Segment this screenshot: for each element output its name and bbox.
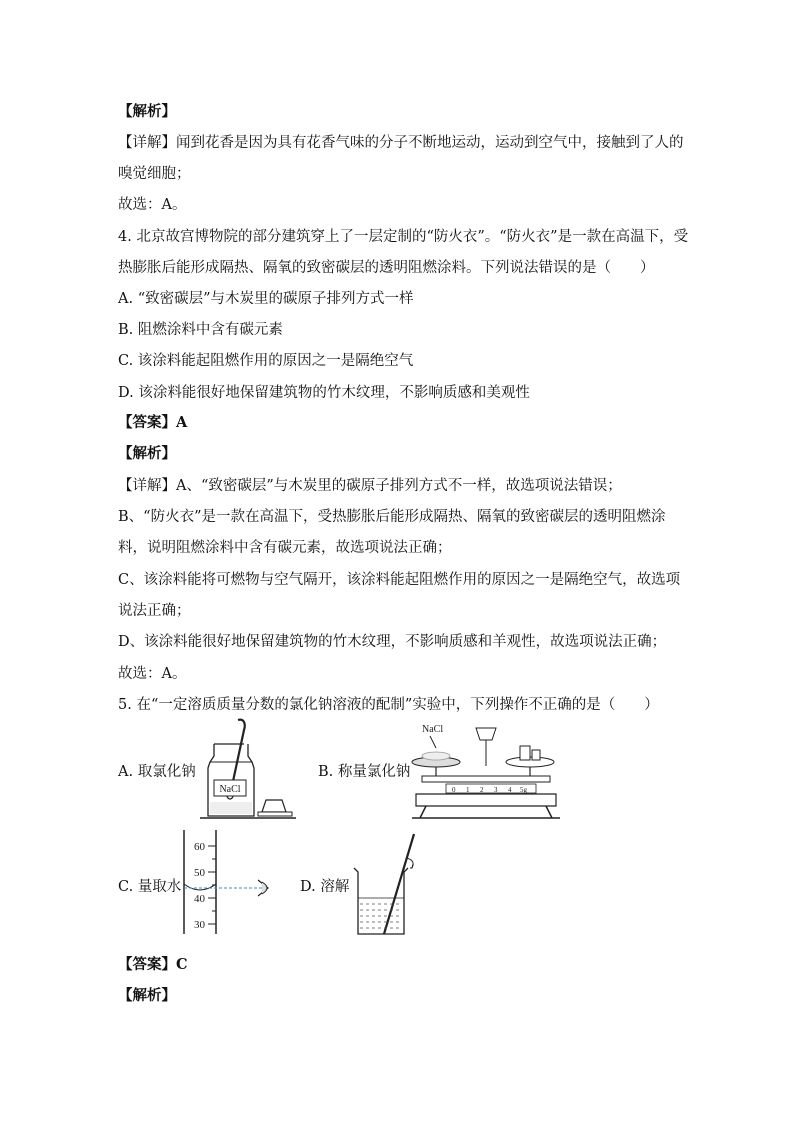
detail-line: C、该涂料能将可燃物与空气隔开，该涂料能起阻燃作用的原因之一是隔绝空气，故选项 <box>118 572 681 588</box>
choice-line: 故选：A。 <box>118 666 187 682</box>
question-4-line-1: 4. 北京故宫博物院的部分建筑穿上了一层定制的“防火衣”。“防火衣”是一款在高温下，受 <box>118 229 689 245</box>
analysis-heading: 【解析】 <box>118 103 176 120</box>
balance-scale-figure <box>406 718 566 824</box>
svg-text:4: 4 <box>508 786 512 794</box>
detail-line-1: 【详解】闻到花香是因为具有花香气味的分子不断地运动，运动到空气中，接触到了人的 <box>118 135 684 151</box>
detail-line: 说法正确； <box>118 603 191 619</box>
balance-label: NaCl <box>422 724 444 735</box>
svg-text:0: 0 <box>452 786 456 794</box>
option-b-label: B. 称量氯化钠 <box>318 764 411 780</box>
graduated-cylinder-figure <box>178 828 278 936</box>
option-d: D. 该涂料能很好地保留建筑物的竹木纹理，不影响质感和美观性 <box>118 385 530 401</box>
svg-text:40: 40 <box>194 893 205 905</box>
choice-line: 故选：A。 <box>118 197 187 213</box>
bottle-label: NaCl <box>219 784 241 795</box>
analysis-heading: 【解析】 <box>118 445 176 462</box>
detail-line: D、该涂料能很好地保留建筑物的竹木纹理，不影响质感和羊观性，故选项说法正确； <box>118 634 667 650</box>
answer-line: 【答案】C <box>118 956 188 973</box>
detail-line: 料，说明阻燃涂料中含有碳元素，故选项说法正确； <box>118 540 452 556</box>
detail-line: B、“防火衣”是一款在高温下，受热膨胀后能形成隔热、隔氧的致密碳层的透明阻燃涂 <box>118 509 666 525</box>
answer-line: 【答案】A <box>118 414 188 431</box>
option-a-label: A. 取氯化钠 <box>118 764 196 780</box>
svg-text:60: 60 <box>194 841 205 853</box>
spoon-icon <box>232 720 245 786</box>
glass-rod-icon <box>384 834 414 934</box>
svg-text:50: 50 <box>194 867 205 879</box>
beaker-dissolving-figure <box>350 830 430 938</box>
question-4-line-2: 热膨胀后能形成隔热、隔氧的致密碳层的透明阻燃涂料。下列说法错误的是（ ） <box>118 260 655 276</box>
option-d-label: D. 溶解 <box>300 879 350 895</box>
option-a: A. “致密碳层”与木炭里的碳原子排列方式一样 <box>118 291 414 307</box>
svg-text:2: 2 <box>480 786 484 794</box>
option-c-label: C. 量取水 <box>118 879 182 895</box>
detail-line-2: 嗅觉细胞； <box>118 166 191 182</box>
svg-text:1: 1 <box>466 786 470 794</box>
svg-text:3: 3 <box>494 786 498 794</box>
detail-line: 【详解】A、“致密碳层”与木炭里的碳原子排列方式不一样，故选项说法错误； <box>118 478 622 494</box>
option-c: C. 该涂料能起阻燃作用的原因之一是隔绝空气 <box>118 353 414 369</box>
question-5-line: 5. 在“一定溶质质量分数的氯化钠溶液的配制”实验中，下列操作不正确的是（ ） <box>118 697 659 713</box>
svg-text:30: 30 <box>194 919 205 931</box>
svg-text:5g: 5g <box>520 786 527 794</box>
option-b: B. 阻燃涂料中含有碳元素 <box>118 322 283 338</box>
reagent-bottle-figure <box>200 718 300 824</box>
analysis-heading: 【解析】 <box>118 987 176 1004</box>
